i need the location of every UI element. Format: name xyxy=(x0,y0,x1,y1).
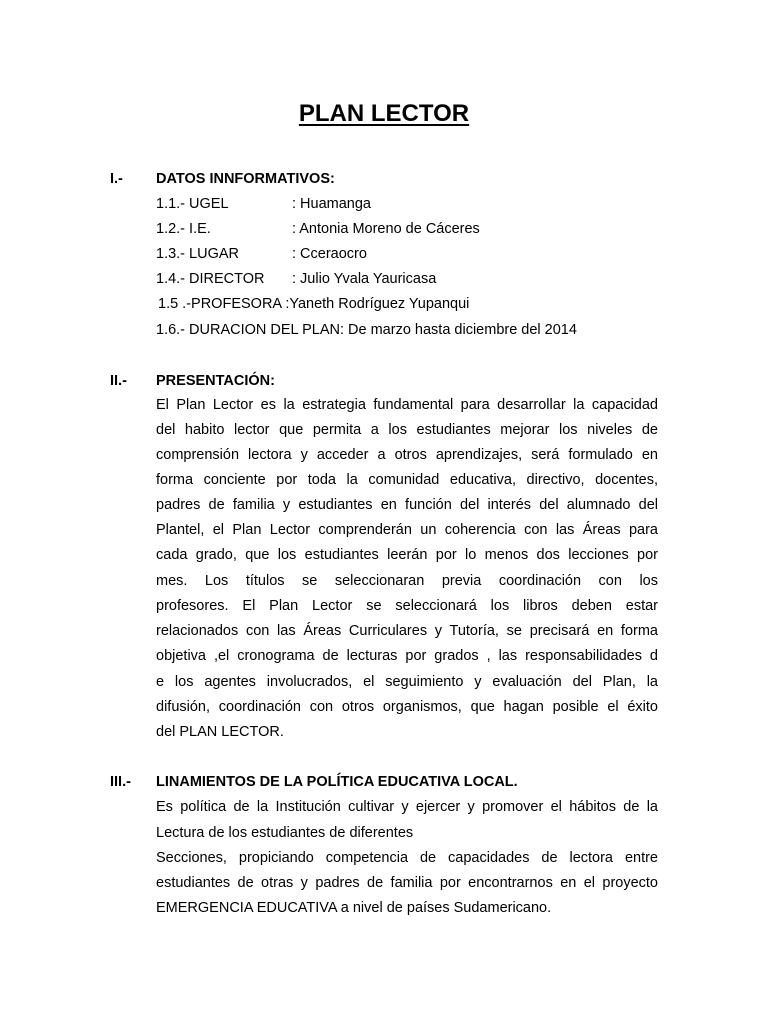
paragraph-line: Secciones, propiciando competencia de capacidades de lectora entre xyxy=(156,850,658,866)
info-row xyxy=(156,196,371,212)
section-number: II.- xyxy=(110,373,127,389)
paragraph-line: del habito lector que permita a los estudiantes mejorar los niveles de xyxy=(156,422,658,438)
section-number: I.- xyxy=(110,171,123,187)
info-value: : Cceraocro xyxy=(292,246,367,262)
paragraph-line: El Plan Lector es la estrategia fundamental para desarrollar la capacidad xyxy=(156,397,658,413)
paragraph-line: relacionados con las Áreas Curriculares y Tutoría, se precisará en forma xyxy=(156,623,658,639)
paragraph-line: difusión, coordinación con otros organismos, que hagan posible el éxito xyxy=(156,699,658,715)
paragraph-line: forma conciente por toda la comunidad educativa, directivo, docentes, xyxy=(156,472,658,488)
paragraph-line: del PLAN LECTOR. xyxy=(156,724,284,740)
info-row xyxy=(156,221,480,237)
info-label: 1.1.- UGEL xyxy=(156,196,229,212)
section-heading: LINAMIENTOS DE LA POLÍTICA EDUCATIVA LOCAL. xyxy=(156,774,518,790)
paragraph-line: padres de familia y estudiantes en función del interés del alumnado del xyxy=(156,497,658,513)
info-label: 1.2.- I.E. xyxy=(156,221,211,237)
section-heading: PRESENTACIÓN: xyxy=(156,373,275,389)
paragraph-line: EMERGENCIA EDUCATIVA a nivel de países Sudamericano. xyxy=(156,900,552,916)
info-row: 1.5 .-PROFESORA :Yaneth Rodríguez Yupanqui xyxy=(158,296,470,312)
paragraph-line: comprensión lectora y acceder a otros aprendizajes, será formulado en xyxy=(156,447,658,463)
info-value: : Huamanga xyxy=(292,196,371,212)
section-number: III.- xyxy=(110,774,131,790)
paragraph-line: profesores. El Plan Lector se seleccionará los libros deben estar xyxy=(156,598,658,614)
paragraph-line: Es política de la Institución cultivar y ejercer y promover el hábitos de la xyxy=(156,799,658,815)
paragraph-line: e los agentes involucrados, el seguimiento y evaluación del Plan, la xyxy=(156,674,658,690)
info-label: 1.3.- LUGAR xyxy=(156,246,239,262)
paragraph-line: mes. Los títulos se seleccionaran previa coordinación con los xyxy=(156,573,658,589)
paragraph-line: objetiva ,el cronograma de lecturas por grados , las responsabilidades d xyxy=(156,648,658,664)
paragraph-line: estudiantes de otras y padres de familia por encontrarnos en el proyecto xyxy=(156,875,658,891)
paragraph-line: Lectura de los estudiantes de diferentes xyxy=(156,825,414,841)
info-row xyxy=(156,246,367,262)
section-heading: DATOS INNFORMATIVOS: xyxy=(156,171,335,187)
info-value: : Julio Yvala Yauricasa xyxy=(292,271,437,287)
document-title: PLAN LECTOR xyxy=(298,100,470,127)
paragraph-line: cada grado, que los estudiantes leerán por lo menos dos lecciones por xyxy=(156,547,658,563)
info-row: 1.6.- DURACION DEL PLAN: De marzo hasta diciembre del 2014 xyxy=(156,322,577,338)
info-label: 1.4.- DIRECTOR xyxy=(156,271,265,287)
paragraph-line: Plantel, el Plan Lector comprenderán un coherencia con las Áreas para xyxy=(156,522,658,538)
info-value: : Antonia Moreno de Cáceres xyxy=(292,221,480,237)
info-row xyxy=(156,271,436,287)
